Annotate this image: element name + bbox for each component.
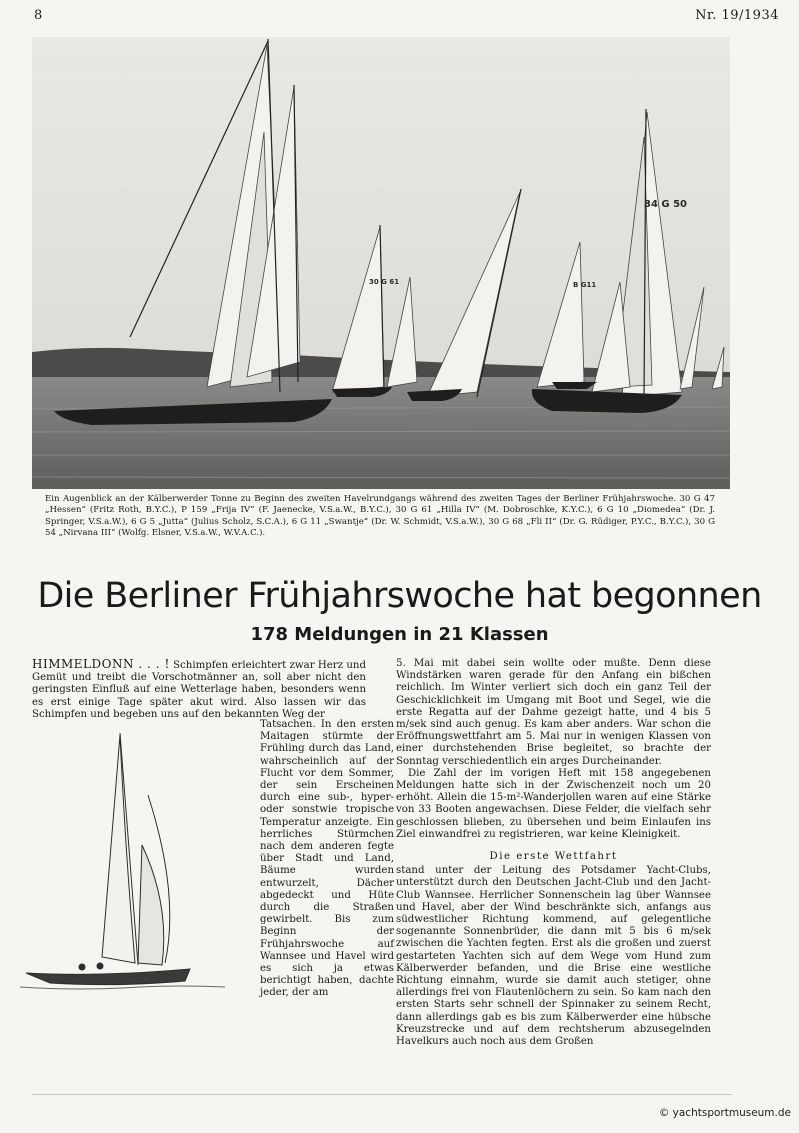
issue-number: Nr. 19/1934: [695, 8, 779, 23]
article-column-left: [32, 657, 394, 999]
sail-number-3: B G11: [573, 281, 597, 289]
footer-rule: [32, 1094, 732, 1095]
narrow-column-text: Tatsachen. In den ersten Maitagen stürmte der Frühling durch das Land, wahrscheinlich auf der Flucht vor dem Sommer, der sein Erscheinen durch eine sub-, hyper- oder sonstwie tropische Temperatur anzeigte. Ein herrliches Stürmchen nach dem anderen fegte über Stadt und Land, Bäume wurden entwurzelt, Dächer abgedeckt und Hüte durch die Straßen gewirbelt. Bis zum Beginn der Frühjahrswoche auf Wannsee und Havel wird es sich ja etwas berichtigt haben, dachte jeder, der am: [260, 719, 394, 999]
page-number: 8: [34, 8, 43, 23]
photo-caption: Ein Augenblick an der Kälberwerder Tonne zu Beginn des zweiten Havelrundgangs während des zweiten Tages der Berliner Frühjahrswoche. 30 G 47 „Hessen“ (Fritz Roth, B.Y.C.), P 159 „Frija IV“ (F. Jaenecke, V.S.a.W., B.Y.C.), 30 G 61 „Hilla IV“ (M. Dobroschke, K.Y.C.), 6 G 10 „Diomedea“ (Dr. J. Springer, V.S.a.W.), 6 G 5 „Jutta“ (Julius Scholz, S.C.A.), 6 G 11 „Swantje“ (Dr. W. Schmidt, V.S.a.W.), 30 G 68 „Fli II“ (Dr. G. Rüdiger, P.Y.C., B.Y.C.), 30 G 54 „Nirvana III“ (Wolfg. Elsner, V.S.a.W., W.V.A.C.).: [45, 494, 715, 539]
copyright-credit: © yachtsportmuseum.de: [658, 1107, 791, 1119]
intro-text: Schimpfen erleichtert zwar Herz und Gemüt und treibt die Vorschotmänner an, soll aber nicht den geringsten Einfluß auf eine Wetterlage haben, besonders wenn es erst einige Tage später akut wird. Also lassen wir das Schimpfen und begeben uns auf den bekannten Weg der: [32, 660, 366, 720]
intro-paragraph: [32, 658, 366, 721]
intro-dropcap: HIMMELDONN . . . !: [32, 657, 170, 671]
paragraph-1: 5. Mai mit dabei sein wollte oder mußte. Denn diese Windstärken waren gerade für den Anfang ein bißchen reichlich. Im Winter verliert sich doch ein ganz Teil der Geschicklichkeit im Umgang mit Boot und Segel, wie die erste Regatta auf der Dahme gezeigt hatte, und 4 bis 5 m/sek sind auch genug. Es kam aber anders. War schon die Eröffnungswettfahrt am 5. Mai nur in wenigen Klassen von einer durchstehenden Brise begleitet, so brachte der Sonntag verschiedentlich ein arges Durcheinander.: [396, 658, 711, 767]
sail-number-2: 30 G 61: [369, 278, 400, 286]
article-title: Die Berliner Frühjahrswoche hat begonnen: [37, 576, 762, 616]
paragraph-3: stand unter der Leitung des Potsdamer Yacht-Clubs, unterstützt durch den Deutschen Jacht-Club und den Jacht-Club Wannsee. Herrlicher Sonnenschein lag über Wannsee und Havel, aber der Wind beschränkte sich, anfangs aus südwestlicher Richtung kommend, auf gelegentliche sogenannte Sonnenbrüder, die dann mit 5 bis 6 m/sek zwischen die Yachten fegten. Erst als die großen und zuerst gestarteten Yachten sich auf dem Wege vom Hund zum Kälberwerder befanden, und die Brise eine westliche Richtung einnahm, wurde sie damit auch stetiger, ohne allerdings frei von Flautenlöchern zu sein. So kam nach den ersten Starts sehr schnell der Spinnaker zu seinem Recht, dann allerdings gab es bis zum Kälberwerder eine hübsche Kreuzstrecke und auf dem rechtsherum abzusegelnden Havelkurs auch noch aus dem Großen: [396, 865, 711, 1048]
regatta-photo: [32, 37, 730, 489]
section-heading: Die erste Wettfahrt: [489, 851, 618, 863]
sail-number-1: 34 G 50: [644, 199, 688, 210]
article-subtitle: 178 Meldungen in 21 Klassen: [250, 624, 549, 645]
sailboat-sketch: [20, 725, 225, 1000]
paragraph-2: Die Zahl der im vorigen Heft mit 158 angegebenen Meldungen hatte sich in der Zwischenzeit noch um 20 erhöht. Allein die 15-m²-Wanderjollen waren auf eine Stärke von 33 Booten angewachsen. Diese Felder, die vielfach sehr geschlossen blieben, zu übersehen und beim Einlaufen ins Ziel einwandfrei zu registrieren, war keine Kleinigkeit.: [396, 767, 711, 840]
article-column-right: [396, 658, 711, 1048]
